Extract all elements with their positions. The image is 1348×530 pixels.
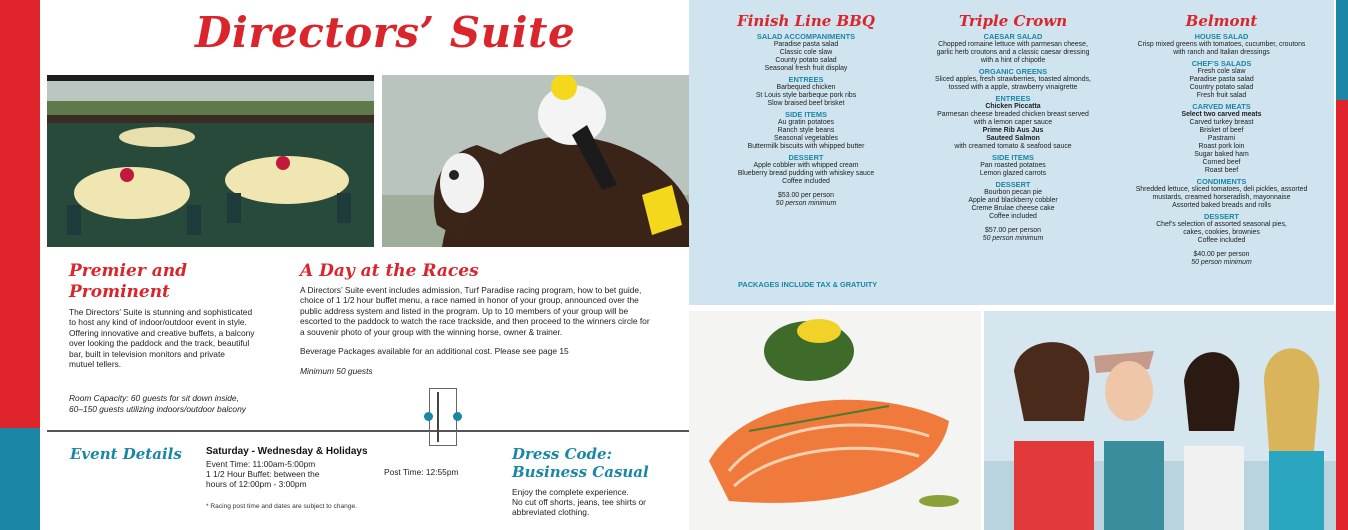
menu-item: County potato salad (775, 57, 837, 64)
suite-room-photo (47, 75, 374, 247)
races-body-line: a souvenir photo of your group with the winning horse, owner & trainer. (300, 326, 563, 337)
menu-item: Chef’s selection of assorted seasonal pies, (1156, 221, 1287, 228)
races-body-line: public address system and listed in the program. Up to 10 members of your group will be (300, 305, 629, 316)
menu-triple-crown (915, 12, 1111, 243)
menu-price: $40.00 per person (1193, 251, 1250, 258)
menu-item: Blueberry bread pudding with whiskey sauce (737, 170, 875, 177)
timeline-marker-stem (437, 392, 439, 442)
right-red-bar (1336, 100, 1348, 530)
menu-item: Coffee included (782, 178, 830, 185)
menu-item: Apple and blackberry cobbler (968, 197, 1058, 204)
menu-section-heading: DESSERT (1204, 212, 1239, 221)
packages-note: PACKAGES INCLUDE TAX & GRATUITY (738, 280, 878, 289)
menu-item: Carved turkey breast (1189, 119, 1254, 126)
menu-section-heading: DESSERT (788, 153, 824, 162)
menu-item: cakes, cookies, brownies (1183, 229, 1260, 236)
event-line: hours of 12:00pm - 3:00pm (206, 479, 307, 489)
menu-item: Paradise pasta salad (1189, 76, 1254, 83)
menu-section-heading: DESSERT (995, 180, 1031, 189)
premier-body-line: bar, built in television monitors and private (69, 348, 225, 359)
menu-title: Belmont (1185, 12, 1258, 30)
menu-item: Country potato salad (1189, 84, 1254, 91)
menu-section-heading: ENTREES (788, 75, 824, 84)
menu-section-heading: CARVED MEATS (1192, 102, 1251, 111)
menu-finish-line-bbq (697, 12, 915, 208)
beverage-note: Beverage Packages available for an additional cost. Please see page 15 (300, 346, 569, 357)
menu-item: Paradise pasta salad (773, 41, 839, 48)
premier-heading-line1: Premier and (69, 261, 187, 281)
minimum-guests: Minimum 50 guests (300, 366, 373, 377)
menu-section-heading: CONDIMENTS (1196, 177, 1247, 186)
menu-section-heading: CAESAR SALAD (983, 32, 1043, 41)
dress-code-heading-line2: Business Casual (512, 463, 649, 481)
timeline-line (47, 430, 689, 432)
room-capacity-line: 60–150 guests utilizing indoors/outdoor balcony (69, 403, 246, 414)
races-body-line: choice of 1 1/2 hour buffet menu, a race named in honor of your group, announced over the (300, 295, 639, 306)
menu-belmont (1119, 12, 1324, 267)
menu-item: Au gratin potatoes (778, 119, 834, 126)
menu-item: Chicken Piccatta (985, 103, 1041, 110)
menu-price: $57.00 per person (985, 227, 1041, 234)
menu-item: Parmesan cheese breaded chicken breast served (937, 111, 1089, 118)
premier-section (69, 261, 269, 414)
dress-code-section (512, 445, 682, 517)
menu-item: with ranch and Italian dressings (1173, 49, 1270, 56)
premier-body-line: mutuel tellers. (69, 359, 122, 370)
left-blue-bar (0, 428, 40, 530)
menu-item: Pan roasted potatoes (980, 162, 1046, 169)
menu-title: Finish Line BBQ (737, 12, 875, 30)
race-footnote: * Racing post time and dates are subject to change. (206, 503, 358, 510)
menu-item: Barbequed chicken (776, 84, 836, 91)
menu-item: Bourbon pecan pie (984, 189, 1042, 196)
menu-item: garlic herb croutons and a classic caesar dressing (936, 49, 1090, 56)
menu-section-heading: HOUSE SALAD (1194, 32, 1249, 41)
menu-item: Creme Brulae cheese cake (971, 205, 1055, 212)
event-details-heading: Event Details (70, 445, 182, 463)
menu-item: with a hint of chipotle (980, 57, 1046, 64)
menu-section-heading: SIDE ITEMS (785, 110, 827, 119)
timeline-dot-right (453, 412, 462, 421)
menu-item: Roast beef (1204, 167, 1239, 174)
menu-item: Coffee included (989, 213, 1037, 220)
dress-code-line: Enjoy the complete experience. (512, 487, 629, 497)
menu-price: $53.00 per person (778, 192, 834, 199)
menu-item: with a lemon caper sauce (973, 119, 1053, 126)
menu-item: Seasonal fresh fruit display (764, 65, 848, 72)
menu-item: Classic cole slaw (779, 49, 833, 56)
event-days: Saturday - Wednesday & Holidays (206, 446, 368, 457)
menu-item: Crisp mixed greens with tomatoes, cucumber, croutons (1137, 41, 1306, 48)
dress-code-heading-line1: Dress Code: (512, 445, 613, 463)
menu-item: Sugar baked ham (1194, 151, 1249, 158)
menu-item: Sauteed Salmon (986, 135, 1040, 142)
event-line: Event Time: 11:00am-5:00pm (206, 459, 316, 469)
menu-item: mustards, creamed horseradish, mayonnaise (1152, 194, 1291, 201)
menu-item: Chopped romaine lettuce with parmesan cheese, (938, 41, 1088, 48)
menu-item: Fresh cole slaw (1197, 68, 1246, 75)
menu-item: Sliced apples, fresh strawberries, toasted almonds, (935, 76, 1091, 83)
dress-code-line: No cut off shorts, jeans, tee shirts or (512, 497, 646, 507)
menu-item: Lemon glazed carrots (979, 170, 1047, 177)
menu-minimum: 50 person minimum (1191, 259, 1252, 266)
page-title: Directors’ Suite (195, 8, 576, 57)
races-body-line: escorted to the paddock to watch the race trackside, and then proceed to the winners circle for (300, 316, 650, 327)
menu-item: with creamed tomato & seafood sauce (954, 143, 1072, 150)
menu-panel (689, 0, 1334, 305)
menu-item: Slow braised beef brisket (767, 100, 845, 107)
menu-title: Triple Crown (958, 12, 1068, 30)
menu-item: Select two carved meats (1181, 111, 1262, 118)
menu-item: St Louis style barbeque pork ribs (755, 92, 857, 99)
menu-item: Coffee included (1197, 237, 1246, 244)
menu-item: Assorted baked breads and rolls (1172, 202, 1271, 209)
menu-item: Corned beef (1202, 159, 1241, 166)
menu-item: Apple cobbler with whipped cream (753, 162, 859, 169)
women-celebrating-photo (984, 311, 1336, 530)
menu-item: Shredded lettuce, sliced tomatoes, deli pickles, assorted (1135, 186, 1308, 193)
post-time: Post Time: 12:55pm (384, 467, 459, 477)
day-at-races-heading: A Day at the Races (300, 261, 479, 281)
menu-item: Roast pork loin (1198, 143, 1245, 150)
menu-section-heading: ORGANIC GREENS (978, 67, 1048, 76)
dress-code-line: abbreviated clothing. (512, 507, 590, 517)
premier-body-line: to host any kind of indoor/outdoor event in style. (69, 317, 247, 328)
menu-item: Pastrami (1207, 135, 1236, 142)
event-details-block (206, 446, 368, 489)
menu-section-heading: ENTREES (995, 94, 1031, 103)
premier-body-line: The Directors’ Suite is stunning and sophisticated (69, 307, 253, 317)
menu-item: Brisket of beef (1199, 127, 1244, 134)
menu-minimum: 50 person minimum (982, 235, 1044, 242)
salmon-dish-photo (689, 311, 981, 530)
racehorse-photo (382, 75, 689, 247)
menu-item: Prime Rib Aus Jus (982, 127, 1044, 134)
menu-item: Fresh fruit salad (1196, 92, 1247, 99)
menu-section-heading: SALAD ACCOMPANIMENTS (756, 32, 856, 41)
room-capacity-line: Room Capacity: 60 guests for sit down inside, (69, 393, 239, 404)
premier-heading-line2: Prominent (69, 282, 170, 302)
day-at-races-section (300, 261, 680, 377)
premier-body-line: Offering innovative and creative buffets, a balcony (69, 327, 255, 338)
menu-item: Seasonal vegetables (774, 135, 838, 142)
menu-item: Ranch style beans (777, 127, 835, 134)
menu-item: tossed with a apple, strawberry vinaigrette (948, 84, 1078, 91)
timeline-dot-left (424, 412, 433, 421)
menu-section-heading: CHEF’S SALADS (1191, 59, 1252, 68)
event-line: 1 1/2 Hour Buffet: between the (206, 469, 320, 479)
right-blue-bar (1336, 0, 1348, 100)
races-body-line: A Directors’ Suite event includes admission, Turf Paradise racing program, how to bet guide, (300, 285, 642, 295)
menu-minimum: 50 person minimum (775, 200, 837, 207)
premier-body-line: over looking the paddock and the track, beautiful (69, 338, 250, 349)
left-red-bar (0, 0, 40, 428)
menu-section-heading: SIDE ITEMS (992, 153, 1034, 162)
menu-item: Buttermilk biscuits with whipped butter (747, 143, 865, 150)
